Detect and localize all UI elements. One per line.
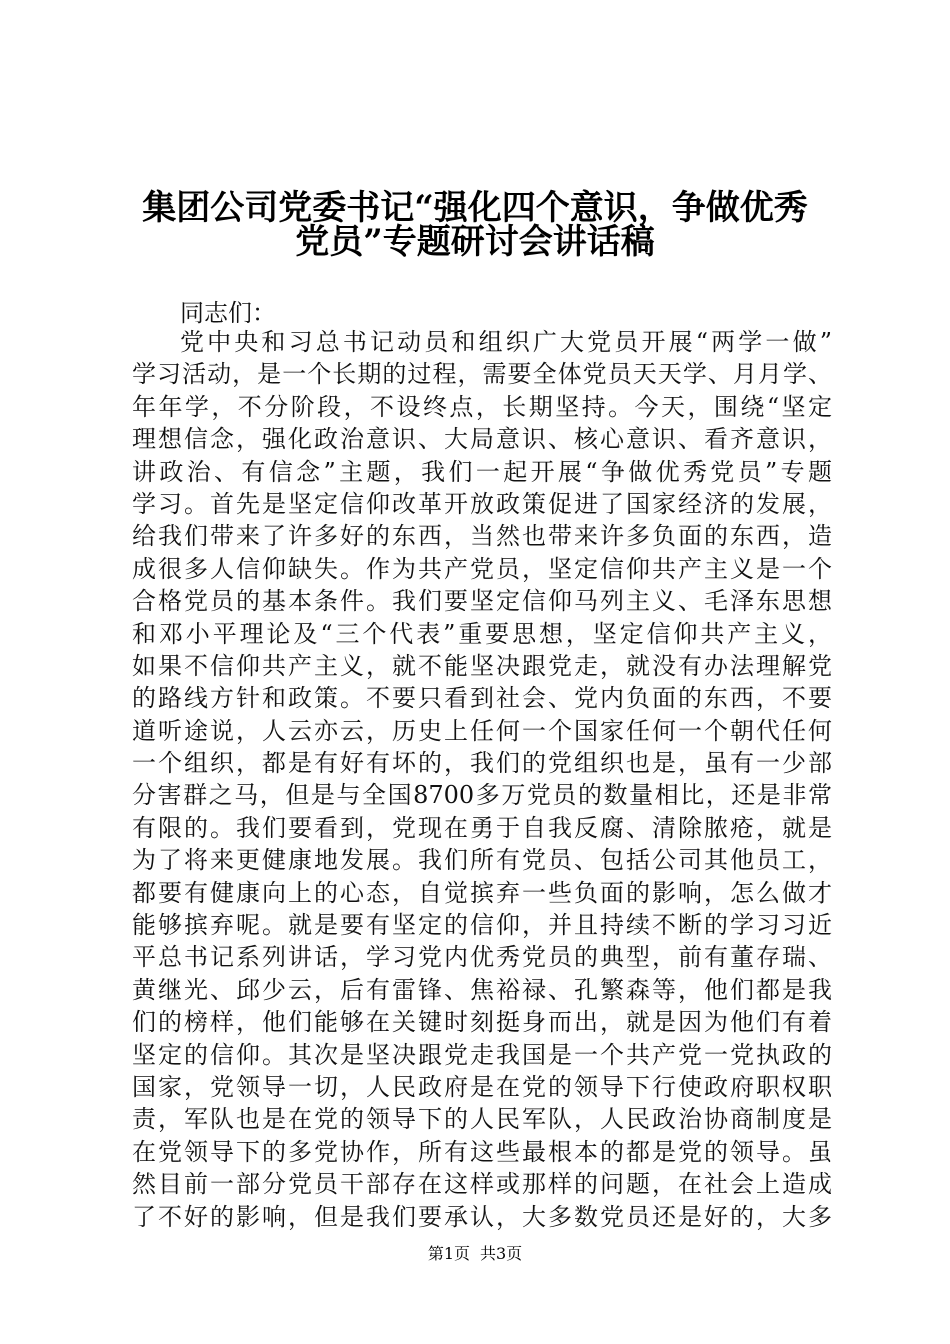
body-line: 道听途说，人云亦云，历史上任何一个国家任何一个朝代任何 xyxy=(132,716,832,745)
document-title-line-2: 党员”专题研讨会讲话稿 xyxy=(295,222,655,262)
body-line: 和邓小平理论及“三个代表”重要思想，坚定信仰共产主义， xyxy=(132,619,832,648)
body-line: 党中央和习总书记动员和组织广大党员开展“两学一做” xyxy=(180,328,832,356)
body-line: 们的榜样，他们能够在关键时刻挺身而出，就是因为他们有着 xyxy=(132,1008,832,1037)
body-line: 合格党员的基本条件。我们要坚定信仰马列主义、毛泽东思想 xyxy=(132,587,832,616)
body-line: 一个组织，都是有好有坏的，我们的党组织也是，虽有一少部 xyxy=(132,749,832,778)
body-line: 学习。首先是坚定信仰改革开放政策促进了国家经济的发展， xyxy=(132,489,832,518)
body-line: 都要有健康向上的心态，自觉摈弃一些负面的影响，怎么做才 xyxy=(132,878,832,907)
body-line: 年年学，不分阶段，不设终点，长期坚持。今天，围绕“坚定 xyxy=(132,392,832,421)
body-line: 国家，党领导一切，人民政府是在党的领导下行使政府职权职 xyxy=(132,1072,832,1101)
body-line: 坚定的信仰。其次是坚决跟党走我国是一个共产党一党执政的 xyxy=(132,1040,832,1069)
page-footer xyxy=(0,1244,950,1264)
body-line: 了不好的影响，但是我们要承认，大多数党员还是好的，大多 xyxy=(132,1202,832,1231)
salutation: 同志们： xyxy=(180,299,276,327)
body-line: 黄继光、邱少云，后有雷锋、焦裕禄、孔繁森等，他们都是我 xyxy=(132,975,832,1004)
body-line: 成很多人信仰缺失。作为共产党员，坚定信仰共产主义是一个 xyxy=(132,554,832,583)
body-line: 理想信念，强化政治意识、大局意识、核心意识、看齐意识， xyxy=(132,425,832,454)
body-line: 为了将来更健康地发展。我们所有党员、包括公司其他员工， xyxy=(132,846,832,875)
body-paragraph xyxy=(132,326,832,1233)
document-title-line-1: 集团公司党委书记“强化四个意识，争做优秀 xyxy=(142,188,808,228)
body-line: 平总书记系列讲话，学习党内优秀党员的典型，前有董存瑞、 xyxy=(132,943,832,972)
body-line: 责，军队也是在党的领导下的人民军队，人民政治协商制度是 xyxy=(132,1105,832,1134)
body-line: 有限的。我们要看到，党现在勇于自我反腐、清除脓疮，就是 xyxy=(132,813,832,842)
footer-total-pages: 共3页 xyxy=(480,1244,523,1263)
body-line: 在党领导下的多党协作，所有这些最根本的都是党的领导。虽 xyxy=(132,1137,832,1166)
body-line: 如果不信仰共产主义，就不能坚决跟党走，就没有办法理解党 xyxy=(132,651,832,680)
body-line: 学习活动，是一个长期的过程，需要全体党员天天学、月月学、 xyxy=(132,360,832,389)
body-line: 然目前一部分党员干部存在这样或那样的问题，在社会上造成 xyxy=(132,1170,832,1199)
body-line: 给我们带来了许多好的东西，当然也带来许多负面的东西，造 xyxy=(132,522,832,551)
footer-page-number: 第1页 xyxy=(427,1244,470,1263)
body-line: 分害群之马，但是与全国8700多万党员的数量相比，还是非常 xyxy=(132,781,832,810)
body-line: 的路线方针和政策。不要只看到社会、党内负面的东西，不要 xyxy=(132,684,832,713)
body-line: 讲政治、有信念”主题，我们一起开展“争做优秀党员”专题 xyxy=(132,457,832,486)
body-line: 能够摈弃呢。就是要有坚定的信仰，并且持续不断的学习习近 xyxy=(132,911,832,940)
